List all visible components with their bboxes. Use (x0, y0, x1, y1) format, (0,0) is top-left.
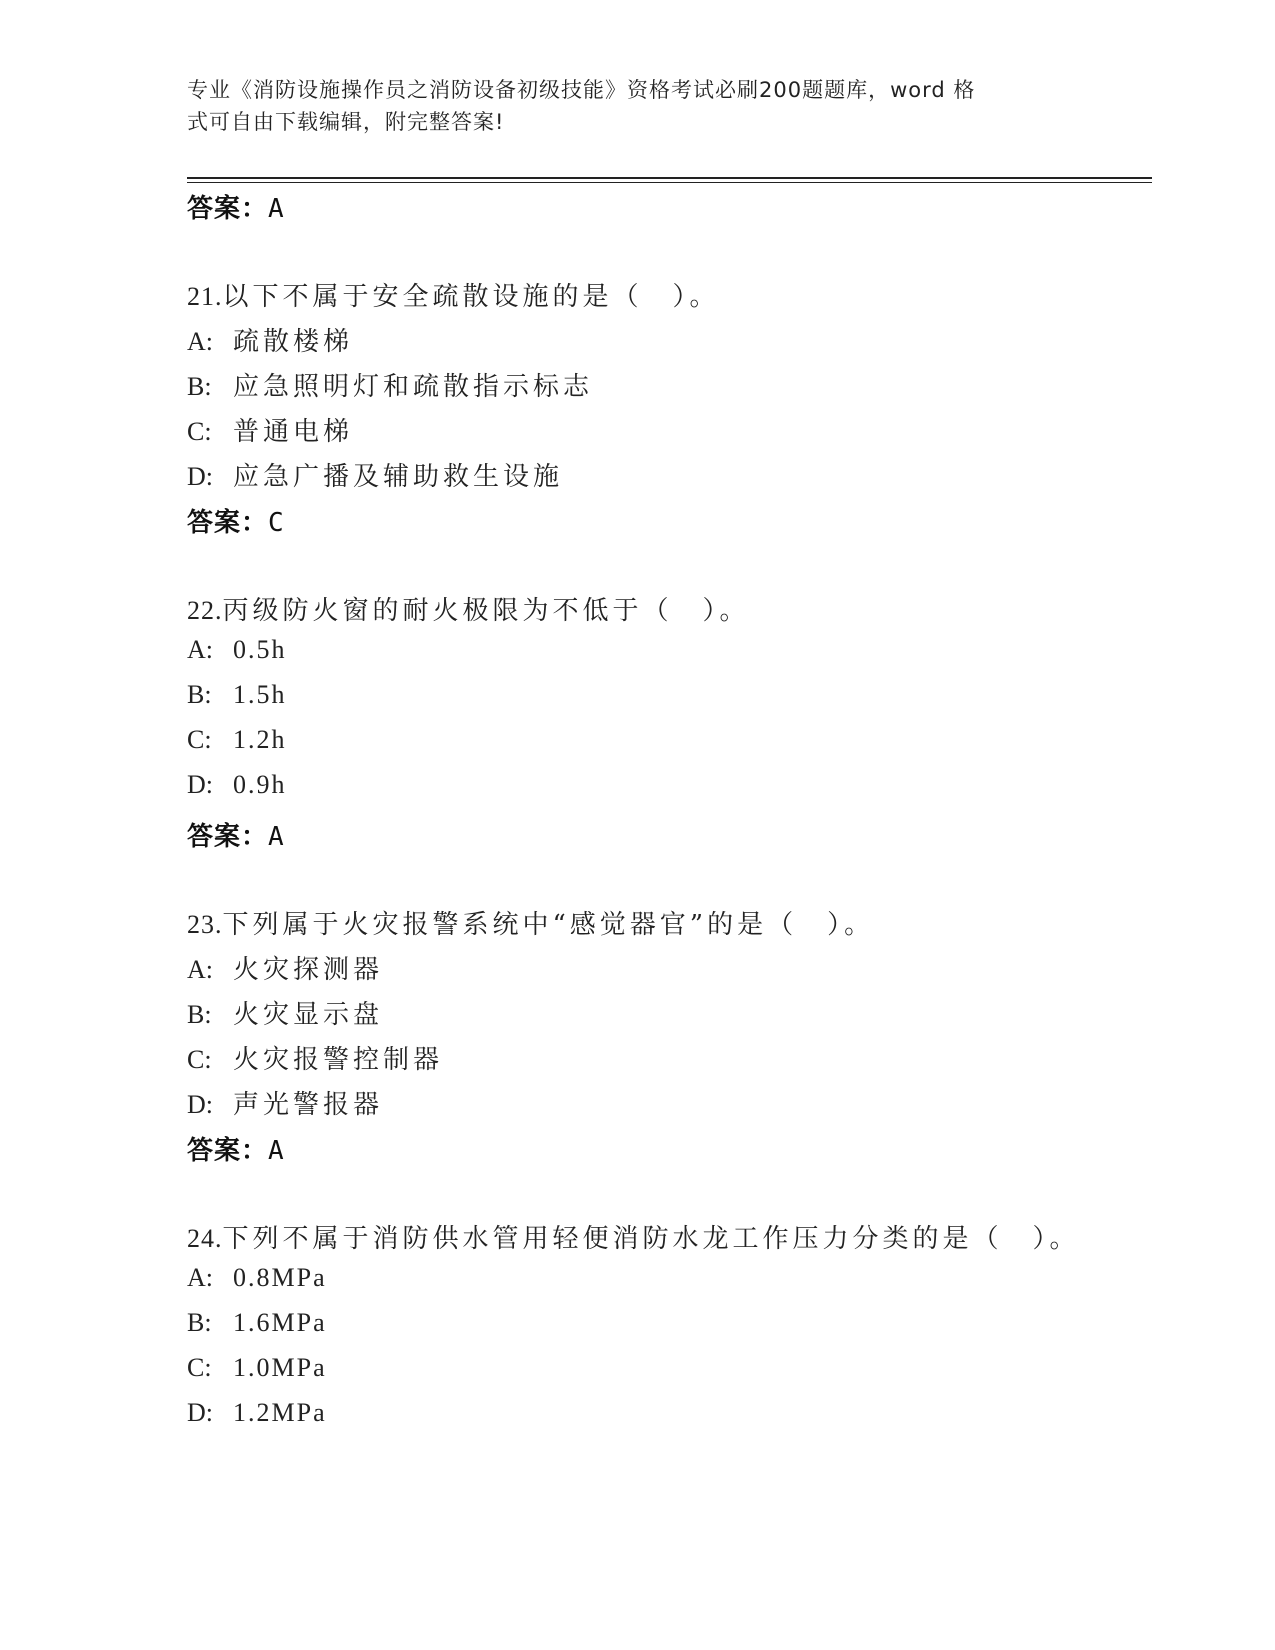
option-letter: D: (187, 1090, 213, 1119)
option-d (187, 456, 563, 493)
question-24 (187, 1218, 1080, 1255)
option-letter: B: (187, 1308, 212, 1337)
option-d (187, 1084, 383, 1121)
question-23 (187, 904, 874, 941)
option-letter: C: (187, 1045, 212, 1074)
option-b (187, 366, 593, 403)
answer-label: 答案： (187, 508, 269, 538)
option-text: 火灾报警控制器 (233, 1045, 444, 1075)
option-c (187, 1353, 327, 1383)
answer-23 (187, 1130, 285, 1167)
header-divider-thin (187, 182, 1152, 183)
option-a (187, 635, 287, 665)
question-number: 21. (187, 282, 223, 311)
option-letter: B: (187, 372, 212, 401)
question-text: 丙级防火窗的耐火极限为不低于（ ）。 (222, 596, 750, 626)
question-number: 22. (187, 596, 223, 625)
option-letter: D: (187, 770, 213, 799)
option-text: 应急照明灯和疏散指示标志 (233, 372, 594, 402)
previous-answer (187, 188, 285, 225)
header-divider-thick (187, 177, 1152, 179)
option-d (187, 770, 287, 800)
option-c (187, 411, 353, 448)
option-letter: C: (187, 725, 212, 754)
option-a (187, 321, 353, 358)
option-text: 火灾探测器 (233, 955, 384, 985)
option-letter: A: (187, 1263, 213, 1292)
option-text: 声光警报器 (233, 1090, 384, 1120)
option-text: 0.8MPa (233, 1263, 327, 1292)
option-letter: A: (187, 327, 213, 356)
option-letter: C: (187, 1353, 212, 1382)
option-text: 1.0MPa (233, 1353, 327, 1382)
option-b (187, 1308, 327, 1338)
header-line-2: 式可自由下载编辑，附完整答案! (187, 110, 505, 134)
option-a (187, 1263, 327, 1293)
option-text: 普通电梯 (233, 417, 354, 447)
option-a (187, 949, 383, 986)
option-letter: A: (187, 635, 213, 664)
question-text: 以下不属于安全疏散设施的是（ ）。 (222, 282, 720, 312)
option-letter: B: (187, 1000, 212, 1029)
option-c (187, 725, 287, 755)
option-text: 1.6MPa (233, 1308, 327, 1337)
option-letter: D: (187, 462, 213, 491)
answer-label: 答案： (187, 822, 269, 852)
answer-value: A (268, 1136, 285, 1166)
option-letter: C: (187, 417, 212, 446)
option-letter: B: (187, 680, 212, 709)
answer-value: A (268, 822, 285, 852)
option-c (187, 1039, 443, 1076)
option-text: 0.9h (233, 770, 287, 799)
document-header (187, 74, 1067, 138)
option-text: 1.5h (233, 680, 287, 709)
option-text: 疏散楼梯 (233, 327, 354, 357)
option-text: 1.2h (233, 725, 287, 754)
answer-value: A (268, 194, 285, 224)
answer-label: 答案： (187, 194, 269, 224)
answer-21 (187, 502, 285, 539)
question-number: 23. (187, 910, 223, 939)
option-text: 应急广播及辅助救生设施 (233, 462, 564, 492)
option-text: 0.5h (233, 635, 287, 664)
question-number: 24. (187, 1224, 223, 1253)
option-text: 火灾显示盘 (233, 1000, 384, 1030)
question-text: 下列不属于消防供水管用轻便消防水龙工作压力分类的是（ ）。 (222, 1224, 1080, 1254)
answer-label: 答案： (187, 1136, 269, 1166)
header-line-1: 专业《消防设施操作员之消防设备初级技能》资格考试必刷200题题库，word 格 (187, 78, 976, 102)
option-d (187, 1398, 327, 1428)
option-b (187, 994, 383, 1031)
option-text: 1.2MPa (233, 1398, 327, 1427)
option-b (187, 680, 287, 710)
question-21 (187, 276, 720, 313)
answer-value: C (268, 508, 285, 538)
answer-22 (187, 816, 285, 853)
question-text: 下列属于火灾报警系统中“感觉器官”的是（ ）。 (222, 910, 875, 940)
option-letter: A: (187, 955, 213, 984)
option-letter: D: (187, 1398, 213, 1427)
question-22 (187, 590, 750, 627)
